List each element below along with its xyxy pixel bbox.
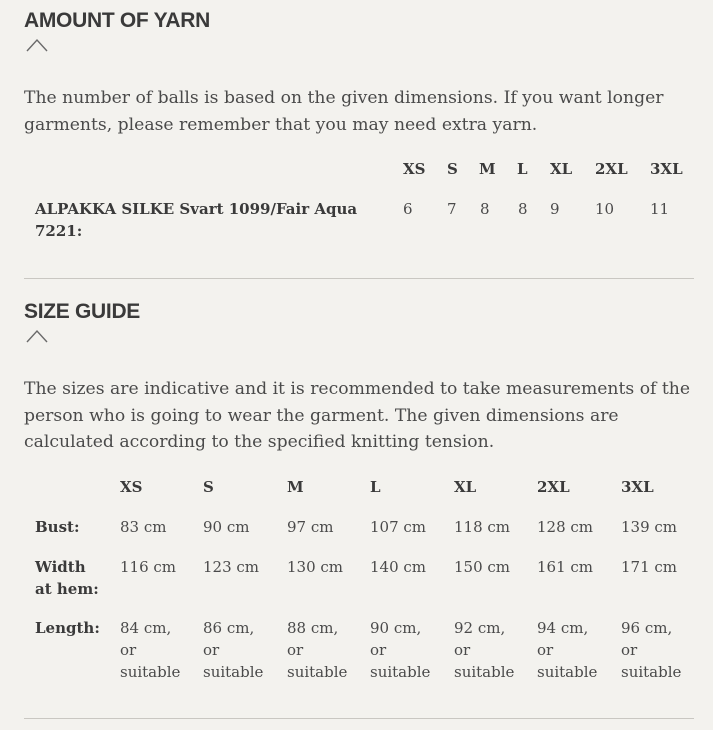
length-cell-suitable: suitable <box>120 663 181 681</box>
length-cell-or: or <box>120 641 137 659</box>
length-cell-suitable: suitable <box>621 663 682 681</box>
bust-label: Bust: <box>35 518 80 536</box>
length-cell-suitable: suitable <box>287 663 348 681</box>
length-cell-or: or <box>454 641 471 659</box>
yarn-intro-text: The number of balls is based on the given dimensions. If you want longer garments, please remember that you may need extra yarn. <box>24 88 664 135</box>
yarn-section-title: AMOUNT OF YARN <box>24 9 210 32</box>
size-guide-size-header: 3XL <box>621 478 654 496</box>
width-cell: 123 cm <box>203 558 260 576</box>
length-cell-or: or <box>203 641 220 659</box>
length-cell: 92 cm, <box>454 619 506 637</box>
length-cell-suitable: suitable <box>454 663 515 681</box>
bust-cell: 128 cm <box>537 518 594 536</box>
yarn-size-header: XS <box>403 160 426 178</box>
yarn-amount-cell: 7 <box>447 200 457 218</box>
yarn-size-header: M <box>479 160 496 178</box>
size-guide-size-header: L <box>370 478 381 496</box>
length-cell-or: or <box>370 641 387 659</box>
length-cell-suitable: suitable <box>203 663 264 681</box>
bust-cell: 107 cm <box>370 518 427 536</box>
width-cell: 171 cm <box>621 558 678 576</box>
yarn-size-header: XL <box>550 160 573 178</box>
bust-cell: 97 cm <box>287 518 334 536</box>
yarn-size-header: L <box>517 160 528 178</box>
chevron-up-icon[interactable] <box>26 38 48 52</box>
length-cell-or: or <box>621 641 638 659</box>
width-label: Width <box>35 558 86 576</box>
length-cell-suitable: suitable <box>370 663 431 681</box>
size-guide-size-header: XS <box>120 478 143 496</box>
size-guide-intro-text: The sizes are indicative and it is recommended to take measurements of the person who is going to wear the garment. The given dimensions are calculated according to the specified knitting tension. <box>24 379 691 452</box>
bust-cell: 83 cm <box>120 518 167 536</box>
size-guide-size-header: 2XL <box>537 478 570 496</box>
length-label: Length: <box>35 619 100 637</box>
yarn-amount-cell: 11 <box>650 200 670 218</box>
width-cell: 161 cm <box>537 558 594 576</box>
bust-cell: 118 cm <box>454 518 511 536</box>
chevron-up-icon[interactable] <box>26 329 48 343</box>
yarn-amount-cell: 8 <box>480 200 490 218</box>
length-cell-suitable: suitable <box>537 663 598 681</box>
size-guide-size-header: M <box>287 478 304 496</box>
length-cell: 86 cm, <box>203 619 255 637</box>
yarn-amount-cell: 10 <box>595 200 615 218</box>
bust-cell: 90 cm <box>203 518 250 536</box>
width-label-cont: at hem: <box>35 580 99 598</box>
length-cell: 84 cm, <box>120 619 172 637</box>
yarn-amount-cell: 8 <box>518 200 528 218</box>
size-guide-title: SIZE GUIDE <box>24 300 141 323</box>
length-cell: 88 cm, <box>287 619 339 637</box>
width-cell: 116 cm <box>120 558 177 576</box>
yarn-row-label-cont: 7221: <box>35 222 83 240</box>
size-guide-size-header: S <box>203 478 214 496</box>
yarn-size-header: 2XL <box>595 160 628 178</box>
width-cell: 140 cm <box>370 558 427 576</box>
yarn-size-header: S <box>447 160 458 178</box>
bust-cell: 139 cm <box>621 518 678 536</box>
section-divider <box>24 278 694 279</box>
yarn-row-label: ALPAKKA SILKE Svart 1099/Fair Aqua <box>35 200 358 218</box>
length-cell-or: or <box>537 641 554 659</box>
length-cell: 96 cm, <box>621 619 673 637</box>
yarn-amount-cell: 9 <box>550 200 560 218</box>
length-cell: 90 cm, <box>370 619 422 637</box>
length-cell-or: or <box>287 641 304 659</box>
yarn-size-header: 3XL <box>650 160 683 178</box>
size-guide-size-header: XL <box>454 478 477 496</box>
length-cell: 94 cm, <box>537 619 589 637</box>
yarn-amount-cell: 6 <box>403 200 413 218</box>
width-cell: 130 cm <box>287 558 344 576</box>
section-divider <box>24 718 694 719</box>
width-cell: 150 cm <box>454 558 511 576</box>
